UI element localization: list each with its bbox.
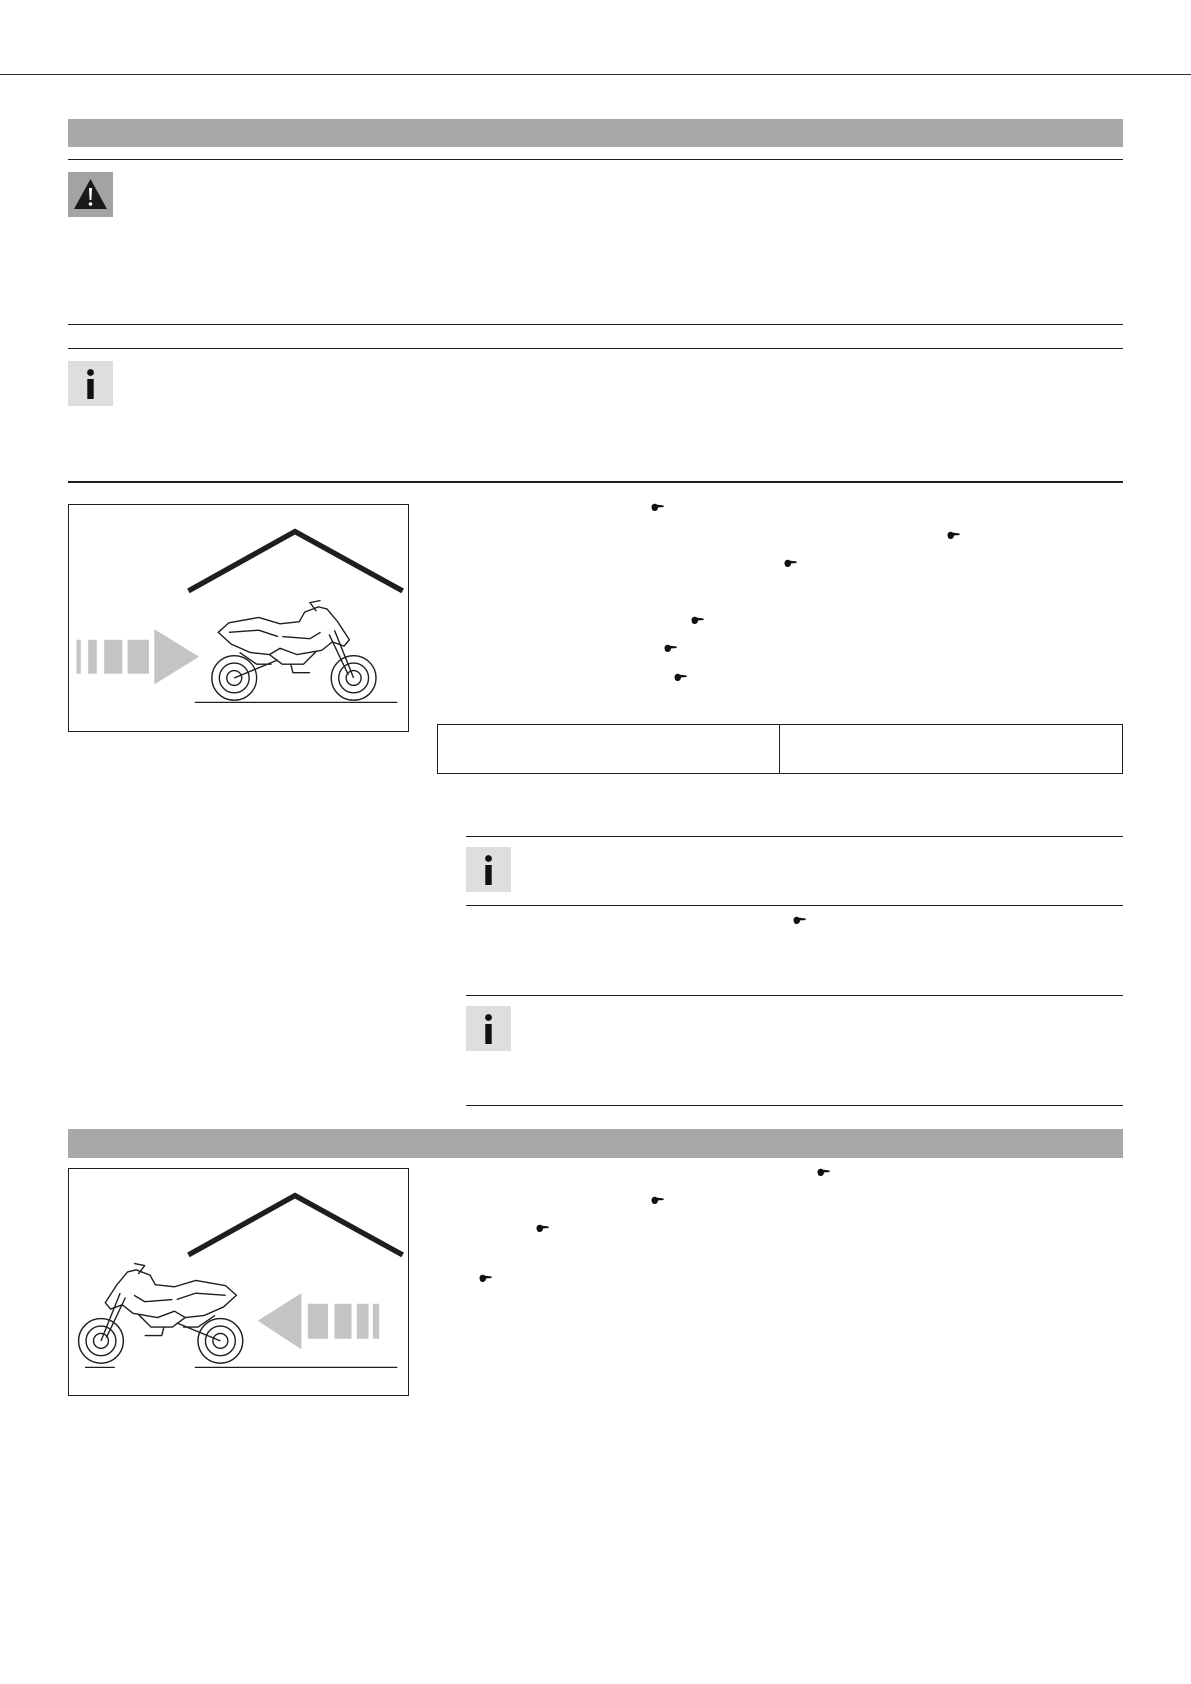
info-icon xyxy=(466,1006,511,1051)
pointing-hand-icon xyxy=(479,1274,492,1283)
pointing-hand-icon xyxy=(536,1224,549,1233)
info-icon xyxy=(68,361,113,406)
note-bottom-rule xyxy=(68,481,1123,483)
table-cell xyxy=(780,725,1123,774)
figure-motorcycle-out-of-garage xyxy=(68,1168,409,1396)
info-icon xyxy=(466,847,511,892)
table-row xyxy=(438,725,1123,774)
note-top-rule xyxy=(466,995,1123,996)
note-top-rule xyxy=(466,836,1123,837)
warning-triangle-icon xyxy=(68,172,113,217)
arrow-right-icon xyxy=(76,629,199,684)
pointing-hand-icon xyxy=(817,1168,830,1177)
garage-roof-icon xyxy=(188,532,402,591)
motorcycle-icon xyxy=(212,600,376,700)
pointing-hand-icon xyxy=(664,644,677,653)
pointing-hand-icon xyxy=(784,559,797,568)
pointing-hand-icon xyxy=(651,1196,664,1205)
section-header-bar xyxy=(68,119,1123,147)
warning-bottom-rule xyxy=(68,324,1123,325)
garage-roof-icon xyxy=(188,1196,402,1255)
warning-top-rule xyxy=(68,159,1123,160)
motorcycle-icon xyxy=(79,1263,243,1363)
spec-table xyxy=(437,724,1123,774)
pointing-hand-icon xyxy=(674,673,687,682)
note-bottom-rule xyxy=(466,1105,1123,1106)
pointing-hand-icon xyxy=(691,616,704,625)
pointing-hand-icon xyxy=(793,916,806,925)
table-cell xyxy=(438,725,780,774)
pointing-hand-icon xyxy=(947,531,960,540)
section-header-bar xyxy=(68,1129,1123,1158)
note-bottom-rule xyxy=(466,905,1123,906)
pointing-hand-icon xyxy=(651,503,664,512)
figure-motorcycle-into-garage xyxy=(68,504,409,732)
arrow-left-icon xyxy=(258,1293,380,1349)
page-header-rule xyxy=(0,74,1191,75)
note-top-rule xyxy=(68,348,1123,349)
